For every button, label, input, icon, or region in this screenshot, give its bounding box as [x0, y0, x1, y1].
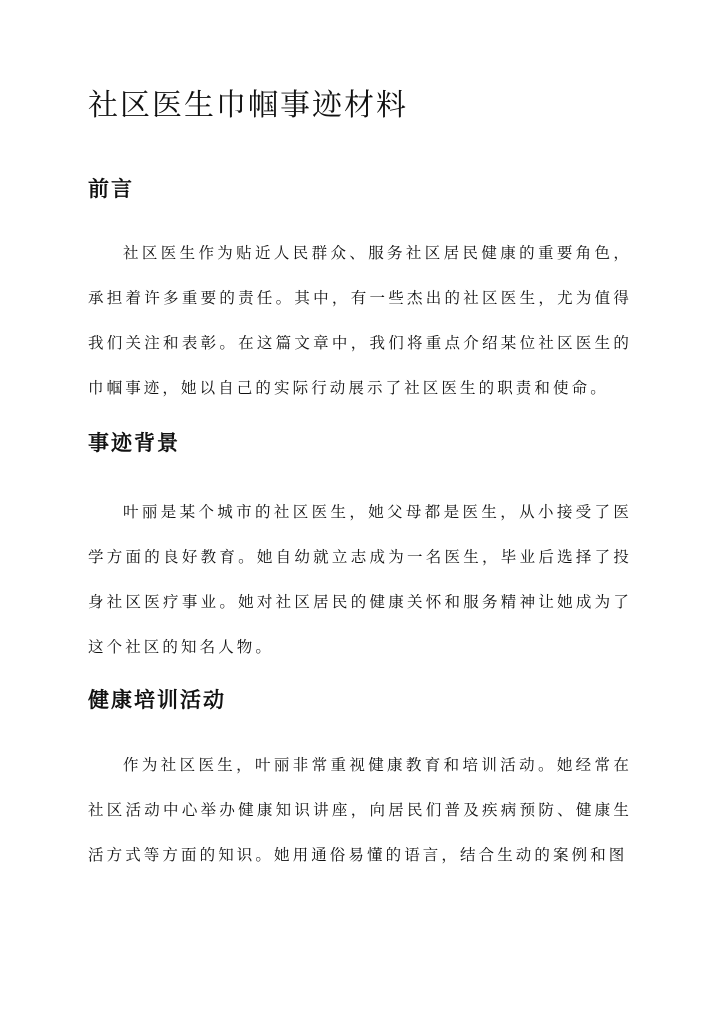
section-heading-background: 事迹背景: [88, 430, 180, 455]
section-paragraph-preface: 社区医生作为贴近人民群众、服务社区居民健康的重要角色，承担着许多重要的责任。其中，有一些杰出的社区医生，尤为值得我们关注和表彰。在这篇文章中，我们将重点介绍某位社区医生的巾帼事迹，她以自己的实际行动展示了社区医生的职责和使命。: [88, 244, 632, 397]
section-heading-training: 健康培训活动: [88, 687, 226, 712]
document-title: 社区医生巾帼事迹材料: [88, 88, 408, 123]
section-paragraph-training: 作为社区医生，叶丽非常重视健康教育和培训活动。她经常在社区活动中心举办健康知识讲座，向居民们普及疾病预防、健康生活方式等方面的知识。她用通俗易懂的语言，结合生动的案例和图: [88, 756, 632, 864]
section-paragraph-background: 叶丽是某个城市的社区医生，她父母都是医生，从小接受了医学方面的良好教育。她自幼就立志成为一名医生，毕业后选择了投身社区医疗事业。她对社区居民的健康关怀和服务精神让她成为了这个社区的知名人物。: [88, 503, 632, 656]
section-heading-preface: 前言: [88, 176, 134, 201]
